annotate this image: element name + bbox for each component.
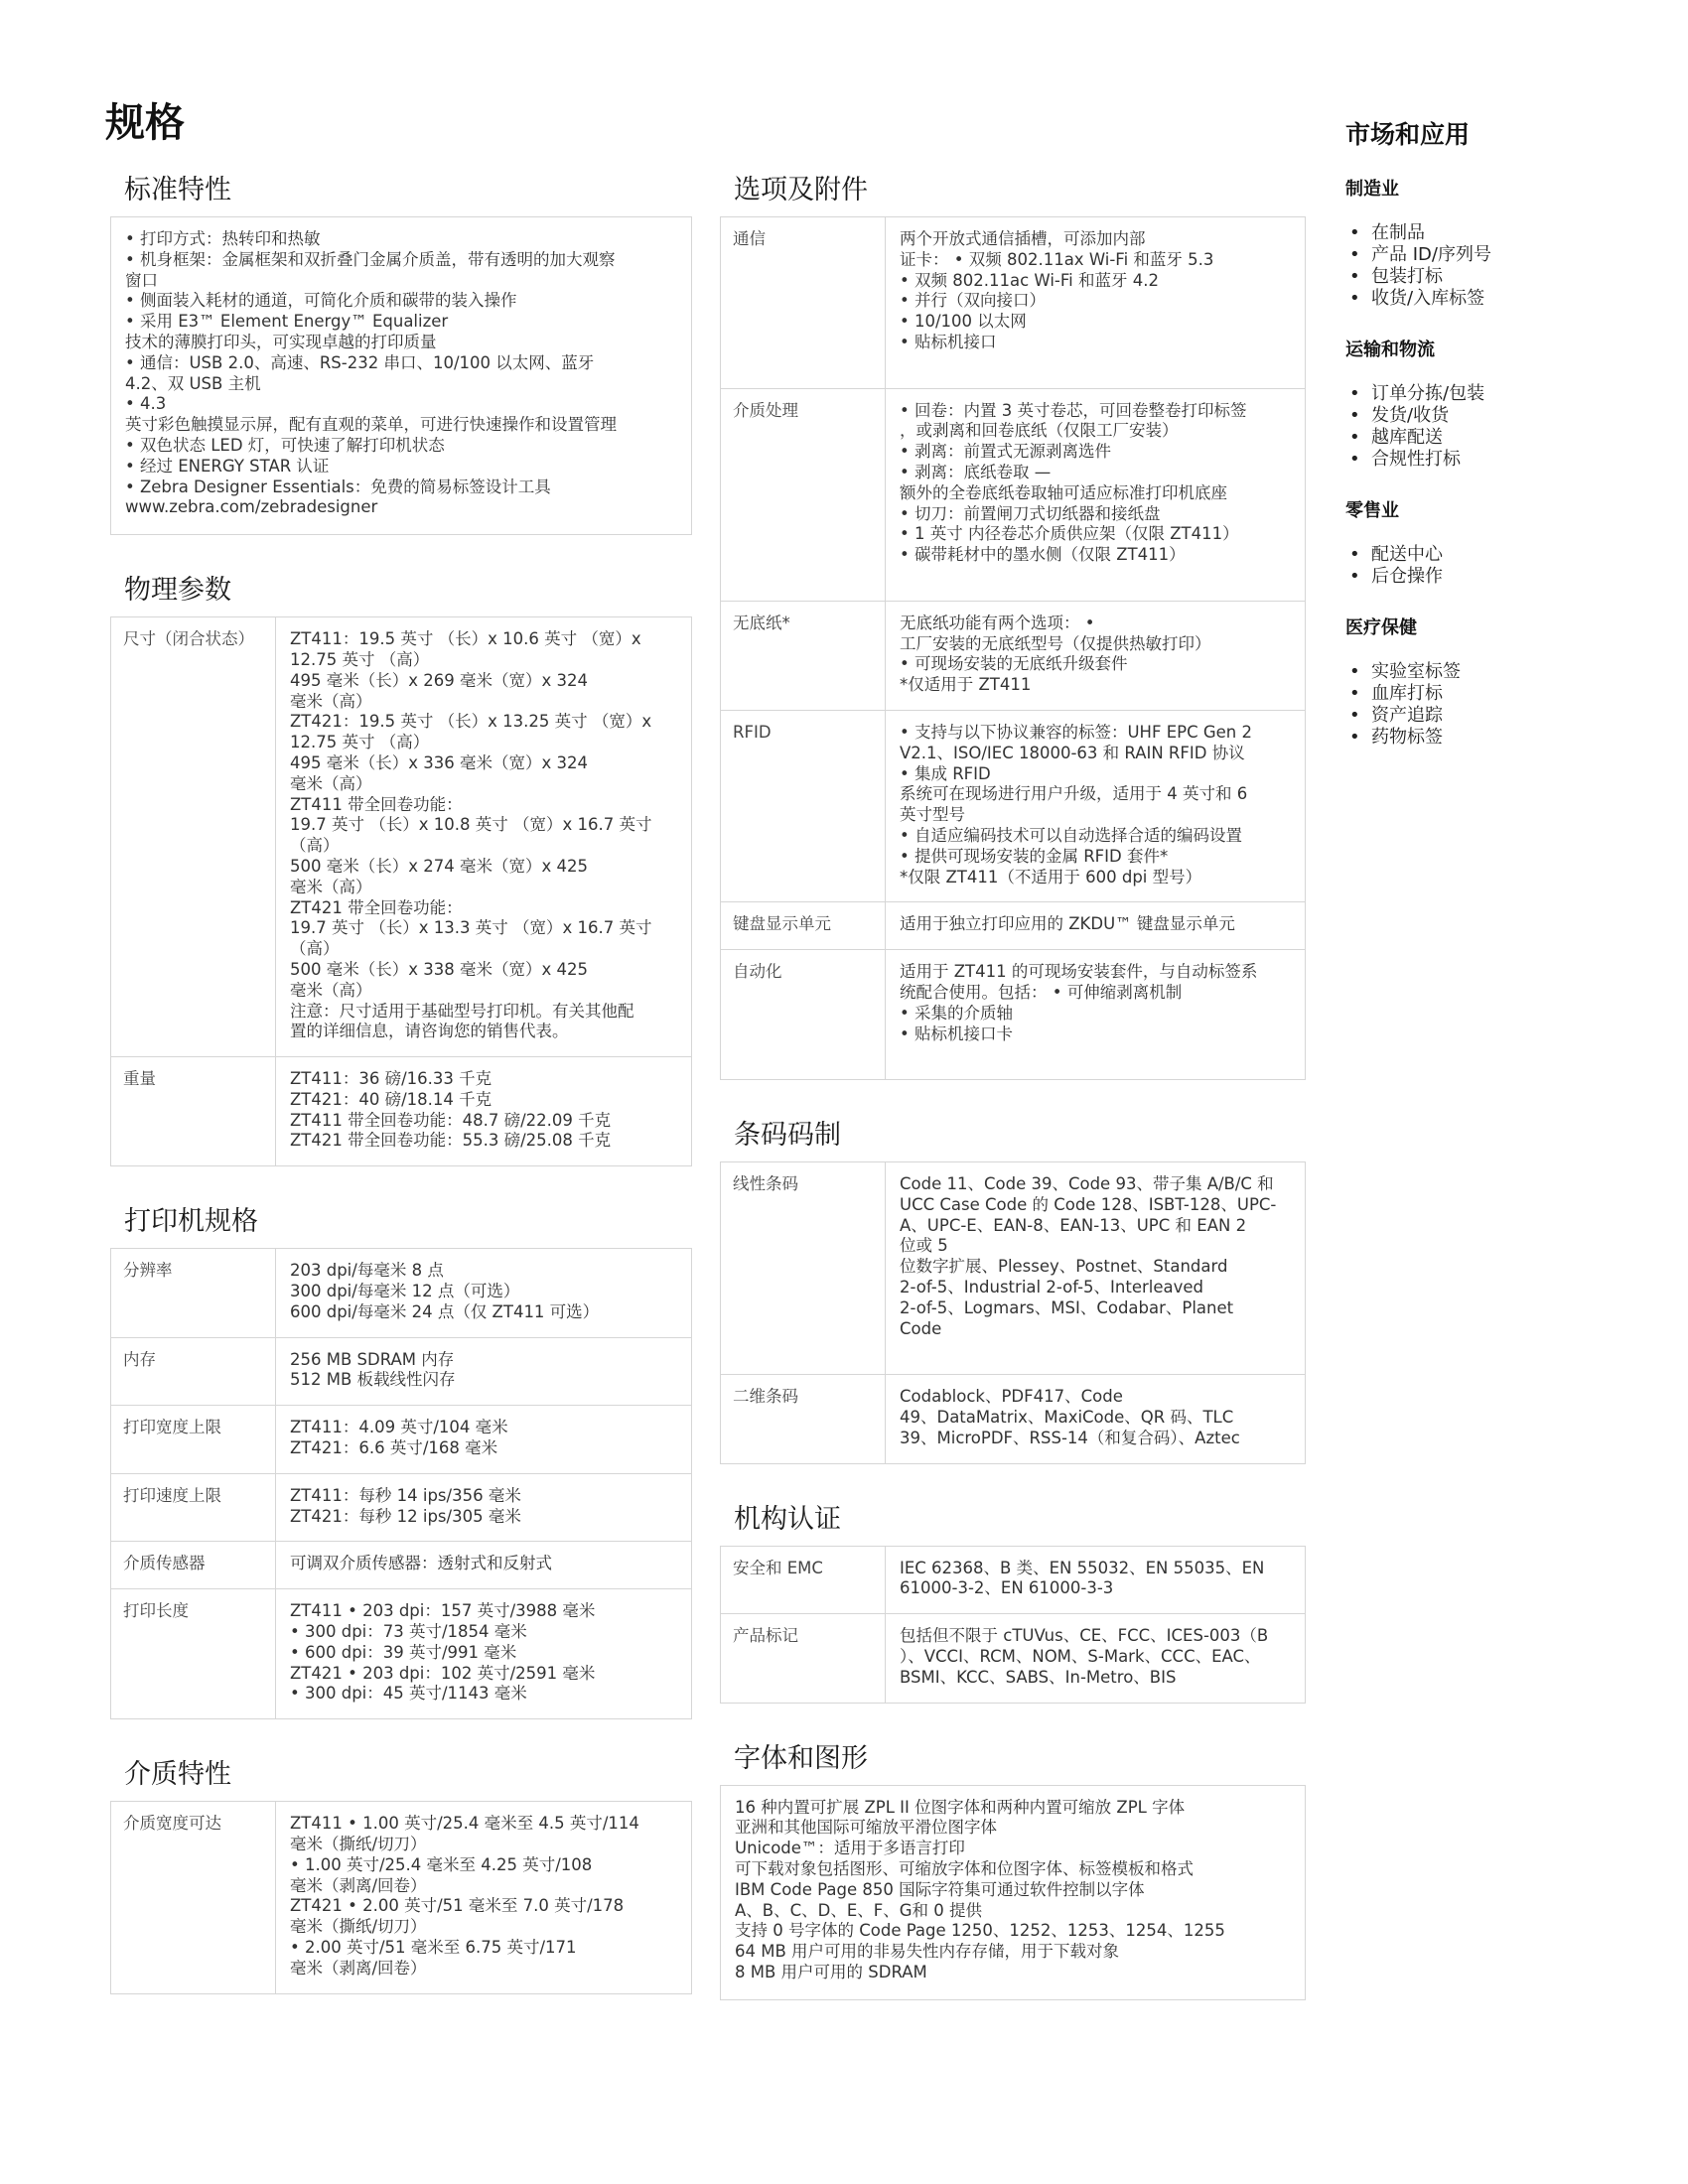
- text-line: 工厂安装的无底纸型号（仅提供热敏打印）: [900, 633, 1211, 653]
- text-line: *仅限 ZT411（不适用于 600 dpi 型号）: [900, 867, 1202, 887]
- text-line: （高）: [290, 836, 340, 856]
- text-line: • 侧面装入耗材的通道，可简化介质和碳带的装入操作: [125, 291, 517, 311]
- section-title-options: 选项及附件: [734, 175, 868, 205]
- spec-label: 通信: [721, 217, 886, 388]
- market-items: [1345, 383, 1663, 471]
- market-category: 医疗保健: [1345, 617, 1417, 638]
- text-line: Code: [900, 1318, 942, 1338]
- text-line: [900, 566, 1291, 587]
- market-item: • 在制品: [1345, 222, 1663, 244]
- spec-value: [276, 1406, 691, 1473]
- text-line: 两个开放式通信插槽，可添加内部: [900, 229, 1146, 248]
- spec-label: 自动化: [721, 950, 886, 1079]
- text-line: ZT411：4.09 英寸/104 毫米: [290, 1418, 508, 1437]
- spec-row: [721, 902, 1305, 950]
- text-line: • 提供可现场安装的金属 RFID 套件*: [900, 846, 1169, 866]
- text-line: [900, 1044, 1291, 1065]
- spec-value: [886, 217, 1305, 388]
- text-line: 英寸彩色触摸显示屏，配有直观的菜单，可进行快速操作和设置管理: [125, 415, 617, 435]
- spec-row: [721, 950, 1305, 1079]
- market-item: • 产品 ID/序列号: [1345, 244, 1663, 266]
- text-line: UCC Case Code 的 Code 128、ISBT-128、UPC-: [900, 1194, 1277, 1214]
- middle-column: [720, 165, 1306, 2000]
- text-line: ZT421 • 2.00 英寸/51 毫米至 7.0 英寸/178: [290, 1896, 625, 1916]
- market-item: • 药物标签: [1345, 727, 1663, 749]
- spec-row: [111, 1589, 691, 1718]
- spec-label: 重量: [111, 1057, 276, 1165]
- spec-row: [111, 617, 691, 1057]
- spec-value: [276, 1589, 691, 1718]
- spec-row: [721, 1162, 1305, 1375]
- barcode-table: [720, 1161, 1306, 1464]
- text-line: ZT411：36 磅/16.33 千克: [290, 1069, 492, 1089]
- spec-value: [886, 711, 1305, 901]
- text-line: IEC 62368、B 类、EN 55032、EN 55035、EN: [900, 1558, 1265, 1577]
- text-line: • 碳带耗材中的墨水侧（仅限 ZT411）: [900, 545, 1186, 565]
- spec-label: 介质宽度可达: [111, 1802, 276, 1992]
- text-line: 技术的薄膜打印头，可实现卓越的打印质量: [125, 332, 437, 351]
- spec-label: 二维条码: [721, 1375, 886, 1462]
- spec-value: [276, 1057, 691, 1165]
- section-title-physical: 物理参数: [124, 575, 231, 607]
- text-line: 495 毫米（长）x 269 毫米（宽）x 324: [290, 670, 588, 690]
- text-line: 置的详细信息，请咨询您的销售代表。: [290, 1022, 569, 1041]
- spec-value: [886, 1547, 1305, 1614]
- text-line: • 贴标机接口: [900, 332, 997, 351]
- text-line: 19.7 英寸 （长）x 13.3 英寸 （宽）x 16.7 英寸: [290, 918, 652, 938]
- text-line: 500 毫米（长）x 274 毫米（宽）x 425: [290, 856, 588, 876]
- text-line: 256 MB SDRAM 内存: [290, 1349, 455, 1369]
- text-line: 2-of-5、Logmars、MSI、Codabar、Planet: [900, 1297, 1234, 1317]
- text-line: 额外的全卷底纸卷取轴可适应标准打印机底座: [900, 482, 1227, 502]
- text-line: 适用于 ZT411 的可现场安装套件，与自动标签系: [900, 962, 1258, 982]
- text-line: ）、VCCI、RCM、NOM、S-Mark、CCC、EAC、: [900, 1647, 1261, 1667]
- text-line: *仅适用于 ZT411: [900, 675, 1032, 695]
- text-line: ZT421：19.5 英寸 （长）x 13.25 英寸 （宽）x: [290, 712, 652, 732]
- text-line: ZT411 带全回卷功能：: [290, 794, 463, 814]
- text-line: • 自适应编码技术可以自动选择合适的编码设置: [900, 825, 1242, 845]
- text-line: 注意：尺寸适用于基础型号打印机。有关其他配: [290, 1001, 634, 1021]
- spec-value: [886, 1162, 1305, 1374]
- spec-row: [111, 1542, 691, 1589]
- text-line: 位或 5: [900, 1236, 948, 1256]
- text-line: ZT421：6.6 英寸/168 毫米: [290, 1438, 498, 1458]
- market-items: [1345, 661, 1663, 749]
- market-item: • 越库配送: [1345, 427, 1663, 449]
- text-line: 可调双介质传感器：透射式和反射式: [290, 1554, 552, 1573]
- section-title-standard: 标准特性: [124, 175, 231, 205]
- section-title-cert: 机构认证: [734, 1503, 841, 1535]
- market-category: 运输和物流: [1345, 340, 1435, 360]
- section-title-barcode: 条码码制: [734, 1120, 841, 1152]
- text-line: • 并行（双向接口）: [900, 291, 1046, 311]
- spec-value: [886, 389, 1305, 601]
- text-line: 毫米（撕纸/切刀）: [290, 1917, 427, 1937]
- media-table: [110, 1801, 692, 1993]
- market-item: • 发货/收货: [1345, 405, 1663, 427]
- text-line: 600 dpi/每毫米 24 点（仅 ZT411 可选）: [290, 1301, 600, 1321]
- text-line: 毫米（高）: [290, 773, 372, 793]
- spec-row: [721, 389, 1305, 602]
- text-line: ZT421：40 磅/18.14 千克: [290, 1089, 492, 1109]
- market-item: • 后仓操作: [1345, 566, 1663, 588]
- spec-value: [276, 1802, 691, 1992]
- spec-label: 介质处理: [721, 389, 886, 601]
- section-title-fonts: 字体和图形: [734, 1742, 868, 1774]
- text-line: 支持 0 号字体的 Code Page 1250、1252、1253、1254、1255: [735, 1921, 1225, 1941]
- text-line: A、B、C、D、E、F、G和 0 提供: [735, 1900, 983, 1920]
- market-items: [1345, 222, 1663, 310]
- text-line: 窗口: [125, 270, 158, 290]
- spec-label: 产品标记: [721, 1614, 886, 1702]
- text-line: 毫米（高）: [290, 877, 372, 896]
- text-line: 位数字扩展、Plessey、Postnet、Standard: [900, 1257, 1228, 1277]
- text-line: Codablock、PDF417、Code: [900, 1387, 1123, 1407]
- spec-label: 打印长度: [111, 1589, 276, 1718]
- spec-label: 线性条码: [721, 1162, 886, 1374]
- spec-label: 分辨率: [111, 1249, 276, 1336]
- text-line: www.zebra.com/zebradesigner: [125, 497, 378, 517]
- spec-row: [111, 1057, 691, 1165]
- text-line: IBM Code Page 850 国际字符集可通过软件控制以字体: [735, 1879, 1145, 1899]
- text-line: • 600 dpi：39 英寸/991 毫米: [290, 1642, 517, 1662]
- spec-row: [111, 1406, 691, 1474]
- text-line: ZT411 • 203 dpi：157 英寸/3988 毫米: [290, 1601, 596, 1621]
- text-line: • 机身框架：金属框架和双折叠门金属介质盖，带有透明的加大观察: [125, 249, 616, 269]
- text-line: • 贴标机接口卡: [900, 1024, 1013, 1043]
- market-item: • 包装打标: [1345, 266, 1663, 288]
- text-line: • 2.00 英寸/51 毫米至 6.75 英寸/171: [290, 1938, 577, 1958]
- text-line: 495 毫米（长）x 336 毫米（宽）x 324: [290, 752, 588, 772]
- text-line: 512 MB 板载线性闪存: [290, 1370, 456, 1390]
- left-column: [110, 165, 692, 1994]
- spec-label: 介质传感器: [111, 1542, 276, 1588]
- spec-value: [886, 602, 1305, 710]
- spec-value: [276, 1474, 691, 1542]
- text-line: 毫米（剥离/回卷）: [290, 1875, 427, 1895]
- spec-value: [276, 1338, 691, 1406]
- spec-row: [721, 602, 1305, 711]
- text-line: BSMI、KCC、SABS、In-Metro、BIS: [900, 1667, 1177, 1687]
- text-line: 适用于独立打印应用的 ZKDU™ 键盘显示单元: [900, 914, 1235, 934]
- text-line: • 采集的介质轴: [900, 1003, 1013, 1023]
- text-line: • 双色状态 LED 灯，可快速了解打印机状态: [125, 435, 445, 455]
- text-line: • Zebra Designer Essentials：免费的简易标签设计工具: [125, 477, 551, 496]
- market-items: [1345, 544, 1663, 588]
- text-line: ，或剥离和回卷底纸（仅限工厂安装）: [900, 421, 1179, 441]
- spec-label: 打印宽度上限: [111, 1406, 276, 1473]
- text-line: 毫米（高）: [290, 691, 372, 711]
- fonts-box: [720, 1785, 1306, 2000]
- spec-value: [276, 617, 691, 1056]
- text-line: 203 dpi/每毫米 8 点: [290, 1261, 444, 1281]
- text-line: 16 种内置可扩展 ZPL II 位图字体和两种内置可缩放 ZPL 字体: [735, 1797, 1186, 1817]
- spec-value: [886, 1614, 1305, 1702]
- right-column: [1345, 115, 1663, 774]
- text-line: • 双频 802.11ac Wi-Fi 和蓝牙 4.2: [900, 270, 1159, 290]
- text-line: Unicode™：适用于多语言打印: [735, 1839, 965, 1858]
- market-item: • 实验室标签: [1345, 661, 1663, 683]
- spec-row: [721, 1547, 1305, 1615]
- text-line: • 300 dpi：45 英寸/1143 毫米: [290, 1684, 527, 1704]
- market-item: • 合规性打标: [1345, 449, 1663, 471]
- text-line: 无底纸功能有两个选项： •: [900, 613, 1095, 632]
- text-line: 64 MB 用户可用的非易失性内存存储，用于下载对象: [735, 1942, 1120, 1962]
- text-line: • 集成 RFID: [900, 763, 991, 783]
- text-line: ZT421 • 203 dpi：102 英寸/2591 毫米: [290, 1663, 596, 1683]
- text-line: 12.75 英寸 （高）: [290, 649, 430, 669]
- spec-label: 打印速度上限: [111, 1474, 276, 1542]
- text-line: • 采用 E3™ Element Energy™ Equalizer: [125, 312, 449, 332]
- market-category: 零售业: [1345, 500, 1399, 521]
- options-table: [720, 216, 1306, 1080]
- text-line: 毫米（撕纸/切刀）: [290, 1835, 427, 1854]
- market-item: • 订单分拣/包装: [1345, 383, 1663, 405]
- market-item: • 资产追踪: [1345, 705, 1663, 727]
- section-title-media: 介质特性: [124, 1759, 231, 1791]
- market-item: • 血库打标: [1345, 683, 1663, 705]
- text-line: • 1 英寸 内径卷芯介质供应架（仅限 ZT411）: [900, 524, 1239, 544]
- standard-features-box: [110, 216, 692, 535]
- text-line: • 剥离：底纸卷取 —: [900, 462, 1052, 481]
- text-line: 英寸型号: [900, 805, 965, 825]
- text-line: • 1.00 英寸/25.4 毫米至 4.25 英寸/108: [290, 1854, 593, 1874]
- text-line: • 打印方式：热转印和热敏: [125, 229, 321, 248]
- spec-value: [886, 1375, 1305, 1462]
- spec-label: 尺寸（闭合状态）: [111, 617, 276, 1056]
- text-line: ZT421：每秒 12 ips/305 毫米: [290, 1506, 521, 1526]
- spec-label: 键盘显示单元: [721, 902, 886, 949]
- text-line: • 切刀：前置闸刀式切纸器和接纸盘: [900, 503, 1161, 523]
- text-line: V2.1、ISO/IEC 18000-63 和 RAIN RFID 协议: [900, 743, 1245, 762]
- text-line: • 剥离：前置式无源剥离选件: [900, 442, 1111, 462]
- spec-row: [111, 1249, 691, 1337]
- printer-table: [110, 1248, 692, 1719]
- text-line: （高）: [290, 939, 340, 959]
- text-line: 49、DataMatrix、MaxiCode、QR 码、TLC: [900, 1408, 1234, 1428]
- text-line: • 支持与以下协议兼容的标签：UHF EPC Gen 2: [900, 722, 1252, 742]
- text-line: • 4.3: [125, 394, 167, 414]
- spec-value: [886, 950, 1305, 1079]
- spec-row: [111, 1802, 691, 1992]
- markets-list: [1345, 175, 1663, 749]
- text-line: 2-of-5、Industrial 2-of-5、Interleaved: [900, 1278, 1204, 1297]
- spec-row: [721, 1375, 1305, 1462]
- text-line: 证卡： • 双频 802.11ax Wi-Fi 和蓝牙 5.3: [900, 249, 1214, 269]
- text-line: ZT411 • 1.00 英寸/25.4 毫米至 4.5 英寸/114: [290, 1814, 639, 1834]
- cert-table: [720, 1546, 1306, 1704]
- text-line: 8 MB 用户可用的 SDRAM: [735, 1963, 927, 1982]
- text-line: 39、MicroPDF、RSS-14（和复合码）、Aztec: [900, 1428, 1240, 1447]
- text-line: 500 毫米（长）x 338 毫米（宽）x 425: [290, 959, 588, 979]
- spec-row: [111, 1338, 691, 1407]
- section-title-printer: 打印机规格: [124, 1206, 258, 1238]
- text-line: ZT411 带全回卷功能：48.7 磅/22.09 千克: [290, 1110, 612, 1130]
- text-line: 300 dpi/每毫米 12 点（可选）: [290, 1282, 520, 1301]
- spec-value: [886, 902, 1305, 949]
- text-line: 可下载对象包括图形、可缩放字体和位图字体、标签模板和格式: [735, 1859, 1194, 1879]
- text-line: • 通信：USB 2.0、高速、RS-232 串口、10/100 以太网、蓝牙: [125, 352, 595, 372]
- spec-row: [721, 217, 1305, 389]
- text-line: 毫米（高）: [290, 980, 372, 1000]
- market-category: 制造业: [1345, 179, 1399, 200]
- text-line: • 10/100 以太网: [900, 312, 1027, 332]
- physical-table: [110, 616, 692, 1166]
- text-line: ZT411：19.5 英寸 （长）x 10.6 英寸 （宽）x: [290, 629, 641, 649]
- text-line: Code 11、Code 39、Code 93、带子集 A/B/C 和: [900, 1174, 1274, 1194]
- text-line: ZT421 带全回卷功能：55.3 磅/25.08 千克: [290, 1131, 612, 1151]
- text-line: • 经过 ENERGY STAR 认证: [125, 456, 330, 476]
- spec-row: [111, 1474, 691, 1543]
- text-line: 亚洲和其他国际可缩放平滑位图字体: [735, 1818, 997, 1838]
- text-line: ZT421 带全回卷功能：: [290, 897, 463, 917]
- text-line: [900, 1339, 1291, 1360]
- text-line: 系统可在现场进行用户升级，适用于 4 英寸和 6: [900, 784, 1248, 804]
- text-line: • 300 dpi：73 英寸/1854 毫米: [290, 1622, 527, 1642]
- market-item: • 配送中心: [1345, 544, 1663, 566]
- text-line: [900, 353, 1291, 374]
- text-line: 4.2、双 USB 主机: [125, 373, 261, 393]
- page-title: 规格: [105, 100, 185, 146]
- spec-row: [721, 1614, 1305, 1702]
- text-line: 包括但不限于 cTUVus、CE、FCC、ICES-003（B: [900, 1626, 1269, 1646]
- text-line: 61000-3-2、EN 61000-3-3: [900, 1578, 1114, 1598]
- spec-label: 无底纸*: [721, 602, 886, 710]
- spec-value: [276, 1542, 691, 1588]
- spec-label: 安全和 EMC: [721, 1547, 886, 1614]
- spec-label: RFID: [721, 711, 886, 901]
- spec-value: [276, 1249, 691, 1336]
- text-line: 毫米（剥离/回卷）: [290, 1958, 427, 1978]
- markets-title: 市场和应用: [1345, 120, 1471, 149]
- text-line: • 回卷：内置 3 英寸卷芯，可回卷整卷打印标签: [900, 400, 1247, 420]
- text-line: 统配合使用。包括： • 可伸缩剥离机制: [900, 982, 1183, 1002]
- spec-row: [721, 711, 1305, 902]
- text-line: 19.7 英寸 （长）x 10.8 英寸 （宽）x 16.7 英寸: [290, 815, 652, 835]
- text-line: A、UPC-E、EAN-8、EAN-13、UPC 和 EAN 2: [900, 1215, 1247, 1235]
- text-line: • 可现场安装的无底纸升级套件: [900, 654, 1128, 674]
- text-line: ZT411：每秒 14 ips/356 毫米: [290, 1485, 521, 1505]
- text-line: 12.75 英寸 （高）: [290, 733, 430, 752]
- market-item: • 收货/入库标签: [1345, 288, 1663, 310]
- spec-label: 内存: [111, 1338, 276, 1406]
